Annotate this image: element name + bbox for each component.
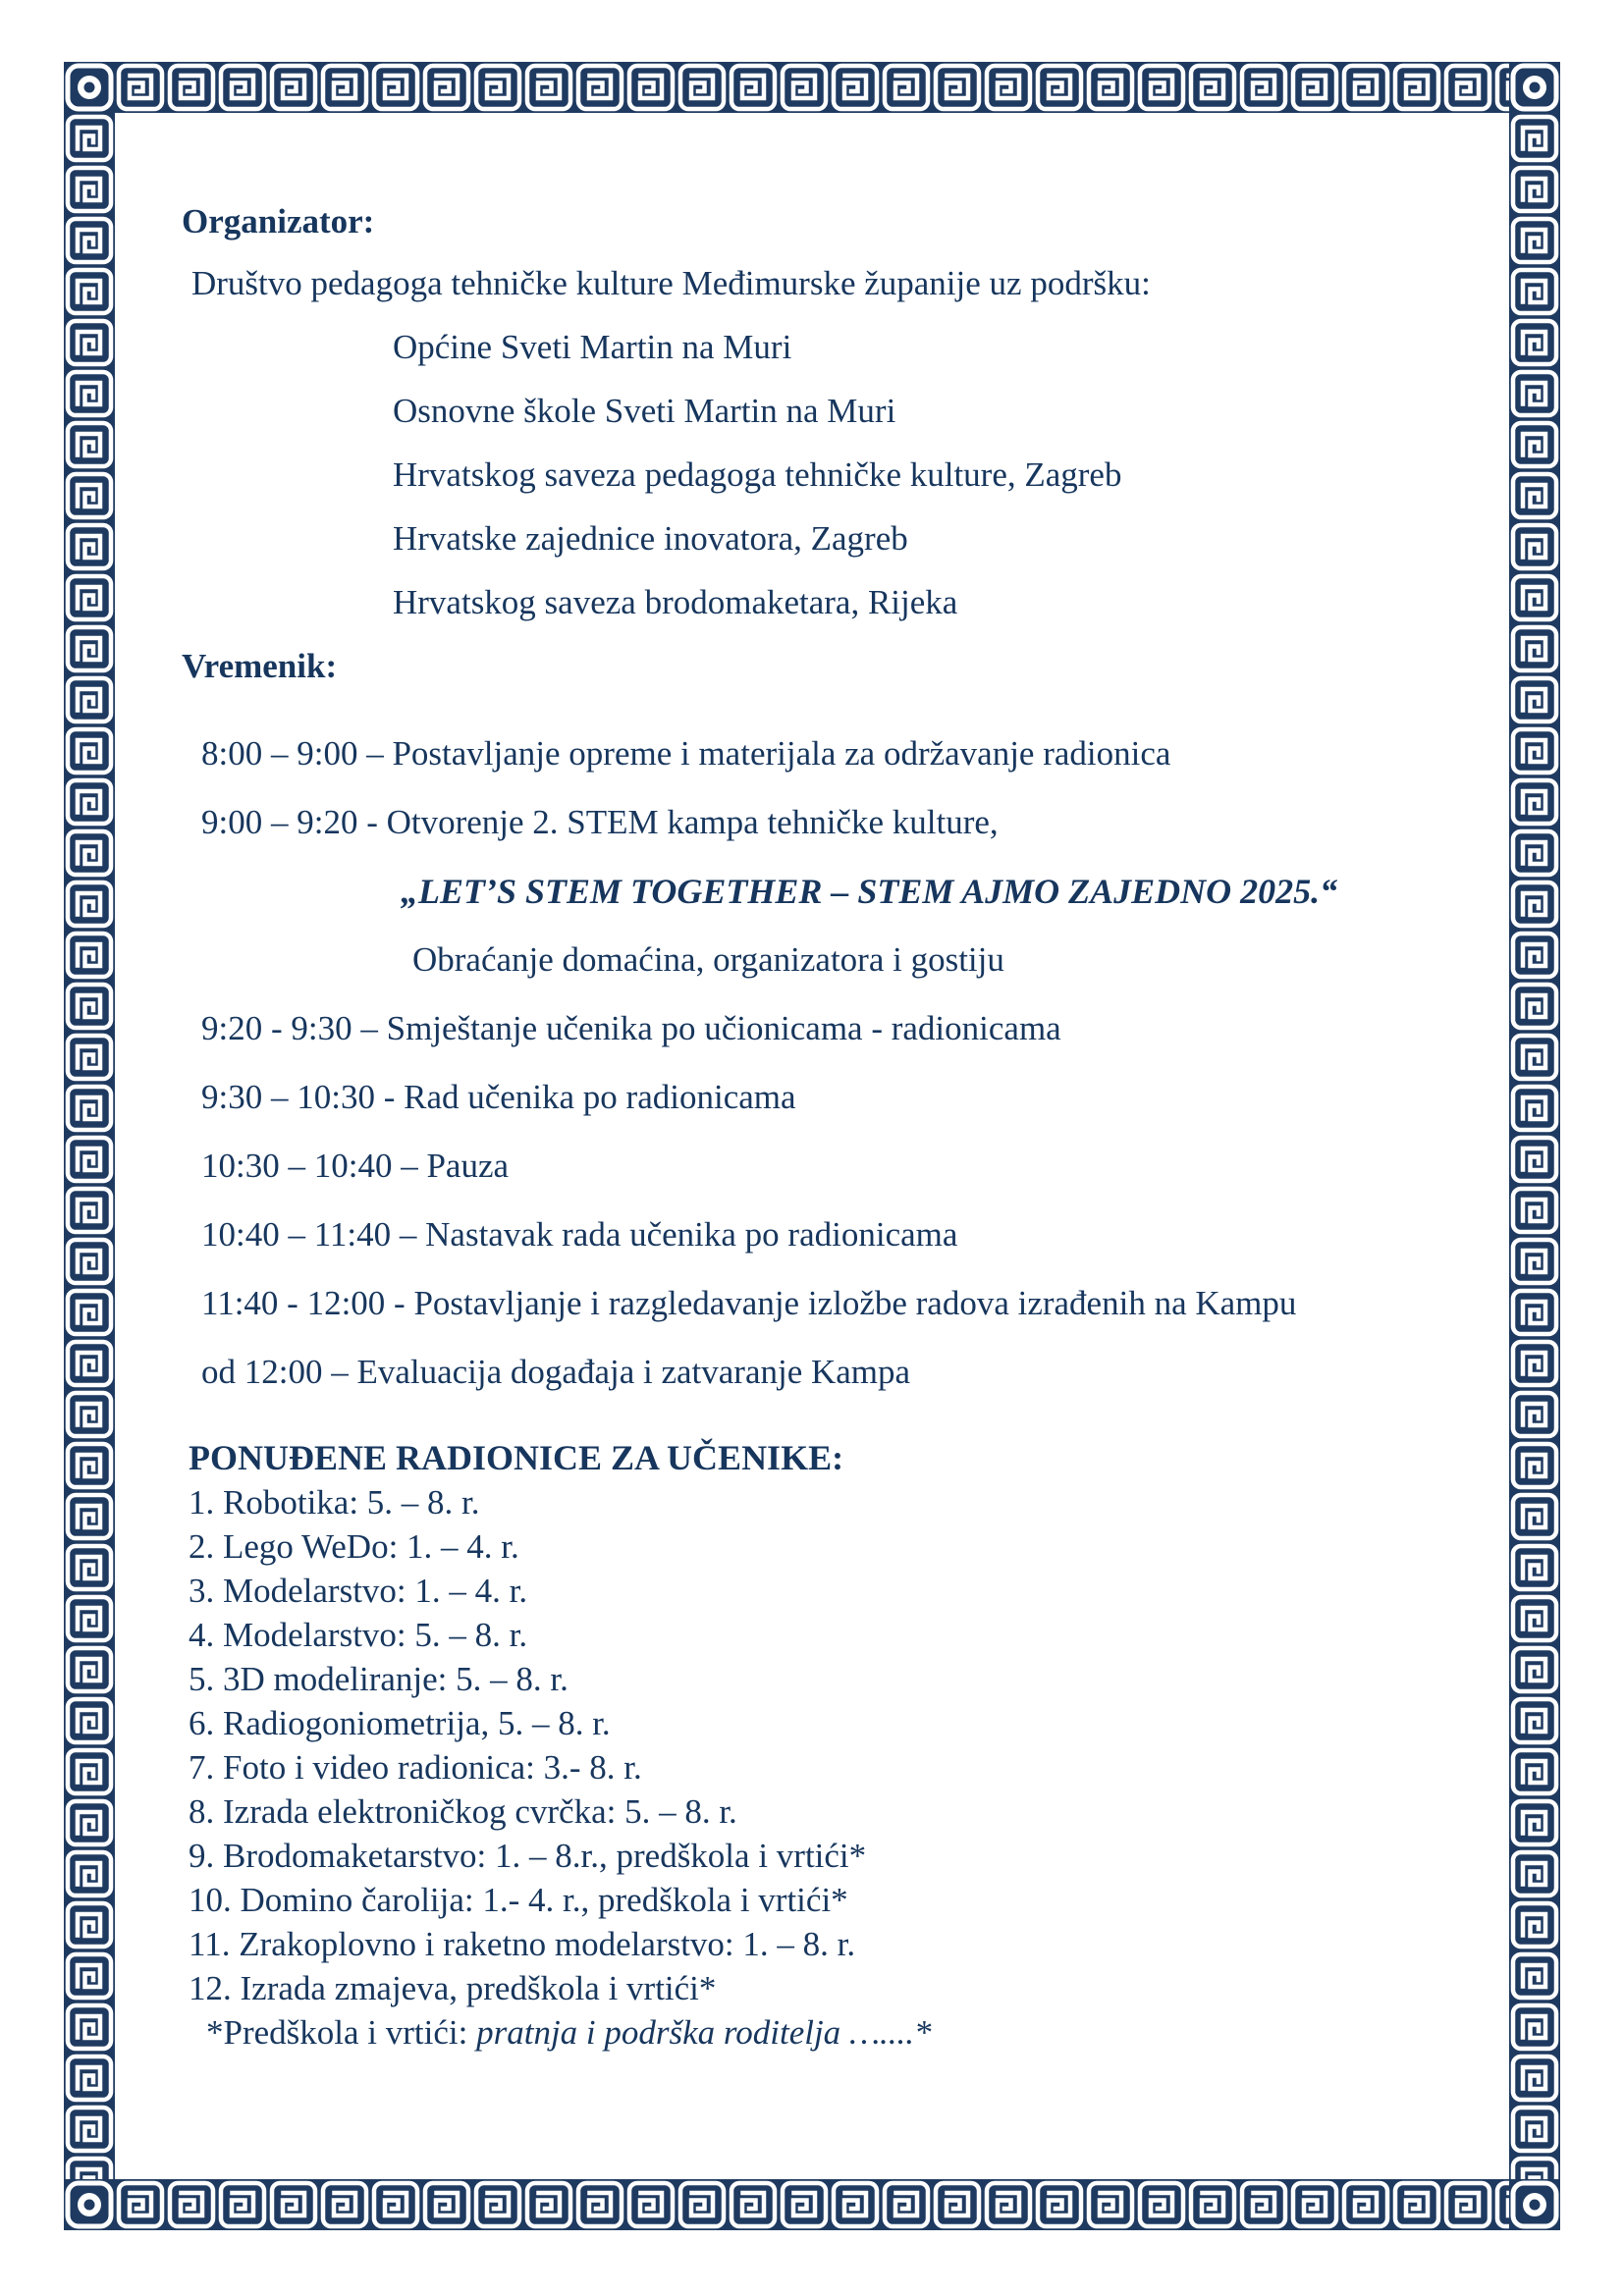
greek-key-tile [64, 419, 115, 470]
greek-key-tile [64, 1185, 115, 1236]
greek-key-tile [64, 1440, 115, 1491]
greek-key-tile [217, 2179, 268, 2230]
greek-key-tile [1509, 266, 1560, 317]
greek-key-tile [64, 317, 115, 368]
greek-key-tile [1238, 2179, 1289, 2230]
greek-key-tile [1509, 1950, 1560, 2002]
greek-key-tile [319, 62, 370, 113]
schedule-item: od 12:00 – Evaluacija događaja i zatvaranje Kampa [201, 1353, 911, 1391]
greek-key-tile [1289, 2179, 1340, 2230]
greek-key-tile [64, 215, 115, 266]
schedule-item: 10:30 – 10:40 – Pauza [201, 1147, 510, 1185]
greek-key-tile [1509, 1185, 1560, 1236]
workshops-footnote [206, 2010, 1509, 2055]
schedule-item: 8:00 – 9:00 – Postavljanje opreme i materijala za održavanje radionica [201, 734, 1171, 773]
supporter-item: Općine Sveti Martin na Muri [393, 328, 792, 366]
greek-key-tile [1509, 981, 1560, 1032]
organizer-heading: Organizator: [182, 202, 375, 240]
greek-key-tile [1509, 1491, 1560, 1542]
greek-key-tile [1509, 1593, 1560, 1644]
greek-key-tile [677, 62, 728, 113]
greek-key-tile [1187, 62, 1238, 113]
border-corner-medallion-icon [64, 2179, 115, 2230]
greek-key-tile [64, 981, 115, 1032]
greek-key-tile [1509, 828, 1560, 879]
greek-key-tile [1509, 1899, 1560, 1950]
greek-key-tile [268, 2179, 319, 2230]
greek-key-tile [64, 368, 115, 419]
greek-key-tile [1136, 2179, 1187, 2230]
border-strip-top [115, 62, 1509, 113]
greek-key-tile [64, 164, 115, 215]
greek-key-tile [1509, 1236, 1560, 1287]
supporter-item: Hrvatske zajednice inovatora, Zagreb [393, 519, 908, 558]
greek-key-tile [421, 2179, 472, 2230]
supporter-item: Hrvatskog saveza brodomaketara, Rijeka [393, 583, 958, 621]
greek-key-tile [64, 1287, 115, 1338]
border-corner-medallion-icon [1509, 2179, 1560, 2230]
greek-key-tile [1509, 1644, 1560, 1695]
greek-key-tile [1085, 2179, 1136, 2230]
greek-key-tile [1509, 470, 1560, 521]
workshop-item: 6. Radiogoniometrija, 5. – 8. r. [189, 1704, 611, 1742]
footnote-italic-note: pratnja i podrška roditelja [476, 2013, 849, 2052]
greek-key-tile [983, 62, 1034, 113]
schedule-item: 9:30 – 10:30 - Rad učenika po radionicama [201, 1078, 796, 1116]
greek-key-tile [472, 2179, 523, 2230]
greek-key-tile [1289, 62, 1340, 113]
greek-key-tile [217, 62, 268, 113]
greek-key-tile [677, 2179, 728, 2230]
greek-key-tile [1509, 164, 1560, 215]
greek-key-tile [64, 1848, 115, 1899]
greek-key-tile [1509, 1032, 1560, 1083]
greek-key-tile [64, 1338, 115, 1389]
greek-key-tile [64, 1746, 115, 1797]
greek-key-tile [983, 2179, 1034, 2230]
workshop-item: 9. Brodomaketarstvo: 1. – 8.r., predškola i vrtići* [189, 1837, 867, 1875]
greek-key-tile [1509, 1797, 1560, 1848]
schedule-item: 11:40 - 12:00 - Postavljanje i razgledavanje izložbe radova izrađenih na Kampu [201, 1284, 1297, 1322]
greek-key-tile [1509, 419, 1560, 470]
greek-key-tile [370, 2179, 421, 2230]
supporter-item: Osnovne škole Sveti Martin na Muri [393, 392, 896, 430]
supporters-list [115, 327, 1509, 623]
greek-key-tile [64, 1899, 115, 1950]
greek-key-tile [64, 470, 115, 521]
greek-key-tile [881, 62, 932, 113]
greek-key-tile [1509, 215, 1560, 266]
greek-key-tile [1509, 2002, 1560, 2053]
schedule-heading: Vremenik: [182, 647, 338, 685]
greek-key-tile [319, 2179, 370, 2230]
border-corner-top-left [64, 62, 115, 113]
greek-key-tile [64, 1491, 115, 1542]
greek-key-tile [166, 2179, 217, 2230]
greek-key-tile [1509, 2104, 1560, 2155]
greek-key-tile [64, 1695, 115, 1746]
greek-key-tile [1187, 2179, 1238, 2230]
greek-key-tile [1391, 2179, 1442, 2230]
schedule-item: 9:20 - 9:30 – Smještanje učenika po učionicama - radionicama [201, 1009, 1061, 1047]
greek-key-tile [115, 2179, 166, 2230]
greek-key-tile [728, 62, 779, 113]
greek-key-tile [574, 2179, 625, 2230]
greek-key-tile [64, 1950, 115, 2002]
greek-key-tile [1340, 62, 1391, 113]
greek-key-tile [1509, 2155, 1560, 2179]
greek-key-tile [728, 2179, 779, 2230]
greek-key-tile [64, 1083, 115, 1134]
greek-key-tile [574, 62, 625, 113]
greek-key-tile [64, 776, 115, 828]
greek-key-tile [932, 2179, 983, 2230]
greek-key-tile [64, 725, 115, 776]
greek-key-tile [1509, 1083, 1560, 1134]
workshop-item: 1. Robotika: 5. – 8. r. [189, 1483, 480, 1522]
greek-key-tile [1034, 2179, 1085, 2230]
workshop-item: 2. Lego WeDo: 1. – 4. r. [189, 1527, 519, 1566]
greek-key-tile [64, 1797, 115, 1848]
greek-key-tile [1509, 113, 1560, 164]
greek-key-tile [1509, 1338, 1560, 1389]
greek-key-tile [1509, 930, 1560, 981]
greek-key-tile [64, 1236, 115, 1287]
greek-key-tile [64, 879, 115, 930]
greek-key-tile [1509, 317, 1560, 368]
greek-key-tile [881, 2179, 932, 2230]
greek-key-tile [64, 572, 115, 623]
workshop-item: 10. Domino čarolija: 1.- 4. r., predškola i vrtići* [189, 1881, 848, 1919]
supporter-item: Hrvatskog saveza pedagoga tehničke kulture, Zagreb [393, 455, 1122, 494]
greek-key-tile [1509, 2053, 1560, 2104]
greek-key-tile [64, 2155, 115, 2179]
workshops-heading: PONUĐENE RADIONICE ZA UČENIKE: [189, 1438, 844, 1477]
greek-key-tile [779, 2179, 830, 2230]
greek-key-tile [64, 2053, 115, 2104]
greek-key-tile [1509, 1440, 1560, 1491]
greek-key-tile [64, 623, 115, 674]
border-strip-left [64, 113, 115, 2179]
greek-key-tile [523, 62, 574, 113]
border-strip-right [1509, 113, 1560, 2179]
greek-key-tile [1340, 2179, 1391, 2230]
workshop-item: 12. Izrada zmajeva, predškola i vrtići* [189, 1969, 717, 2007]
greek-key-tile [1509, 1848, 1560, 1899]
greek-key-tile [421, 62, 472, 113]
greek-key-tile [1509, 776, 1560, 828]
greek-key-tile [64, 1032, 115, 1083]
greek-key-tile [1509, 1542, 1560, 1593]
greek-key-tile [932, 62, 983, 113]
greek-key-tile [1509, 674, 1560, 725]
greek-key-tile [1509, 879, 1560, 930]
greek-key-tile [830, 2179, 881, 2230]
workshop-item: 4. Modelarstvo: 5. – 8. r. [189, 1616, 528, 1654]
greek-key-tile [64, 828, 115, 879]
greek-key-tile [1509, 1389, 1560, 1440]
greek-key-tile [1509, 1695, 1560, 1746]
schedule-item: „LET’S STEM TOGETHER – STEM AJMO ZAJEDNO 2025.“ [401, 872, 1338, 911]
greek-key-tile [64, 2104, 115, 2155]
greek-key-tile [625, 2179, 677, 2230]
workshop-item: 7. Foto i video radionica: 3.- 8. r. [189, 1748, 642, 1787]
footnote-prefix: *Predškola i vrtići: [206, 2013, 477, 2052]
greek-key-tile [1509, 1134, 1560, 1185]
greek-key-tile [625, 62, 677, 113]
greek-key-tile [1085, 62, 1136, 113]
border-corner-bottom-right [1509, 2179, 1560, 2230]
greek-key-tile [1034, 62, 1085, 113]
greek-key-tile [64, 266, 115, 317]
greek-key-tile [472, 62, 523, 113]
greek-key-tile [1509, 521, 1560, 572]
footnote-dots: …....* [848, 2013, 932, 2052]
border-corner-medallion-icon [64, 62, 115, 113]
greek-key-tile [1391, 62, 1442, 113]
schedule-item: 10:40 – 11:40 – Nastavak rada učenika po radionicama [201, 1215, 958, 1254]
greek-key-tile [1509, 572, 1560, 623]
greek-key-tile [1509, 725, 1560, 776]
border-corner-top-right [1509, 62, 1560, 113]
workshop-item: 11. Zrakoplovno i raketno modelarstvo: 1. – 8. r. [189, 1925, 856, 1963]
greek-key-tile [64, 113, 115, 164]
border-corner-bottom-left [64, 2179, 115, 2230]
border-strip-bottom [115, 2179, 1509, 2230]
greek-key-tile [115, 62, 166, 113]
greek-key-tile [370, 62, 421, 113]
workshop-item: 3. Modelarstvo: 1. – 4. r. [189, 1572, 528, 1610]
greek-key-tile [1238, 62, 1289, 113]
greek-key-tile [779, 62, 830, 113]
greek-key-tile [1509, 1287, 1560, 1338]
border-corner-medallion-icon [1509, 62, 1560, 113]
organizer-intro: Društvo pedagoga tehničke kulture Međimurske županije uz podršku: [191, 264, 1151, 302]
greek-key-tile [64, 2002, 115, 2053]
greek-key-tile [64, 930, 115, 981]
greek-key-tile [1509, 368, 1560, 419]
greek-key-tile [64, 1593, 115, 1644]
workshop-item: 8. Izrada elektroničkog cvrčka: 5. – 8. r. [189, 1792, 737, 1831]
greek-key-tile [64, 1542, 115, 1593]
workshops-list [115, 1480, 1509, 2010]
schedule-list [115, 733, 1509, 1393]
greek-key-tile [1136, 62, 1187, 113]
schedule-item: 9:00 – 9:20 - Otvorenje 2. STEM kampa tehničke kulture, [201, 803, 999, 841]
greek-key-tile [830, 62, 881, 113]
greek-key-tile [166, 62, 217, 113]
greek-key-tile [64, 674, 115, 725]
greek-key-tile [268, 62, 319, 113]
workshop-item: 5. 3D modeliranje: 5. – 8. r. [189, 1660, 568, 1698]
greek-key-tile [1442, 62, 1493, 113]
greek-key-tile [64, 1644, 115, 1695]
greek-key-tile [1509, 1746, 1560, 1797]
greek-key-tile [64, 521, 115, 572]
greek-key-tile [523, 2179, 574, 2230]
greek-key-tile [1493, 2179, 1509, 2230]
greek-key-tile [64, 1389, 115, 1440]
greek-key-tile [64, 1134, 115, 1185]
schedule-item: Obraćanje domaćina, organizatora i gostiju [412, 940, 1004, 979]
greek-key-tile [1442, 2179, 1493, 2230]
greek-key-tile [1509, 623, 1560, 674]
greek-key-tile [1493, 62, 1509, 113]
document-content [115, 110, 1509, 2055]
